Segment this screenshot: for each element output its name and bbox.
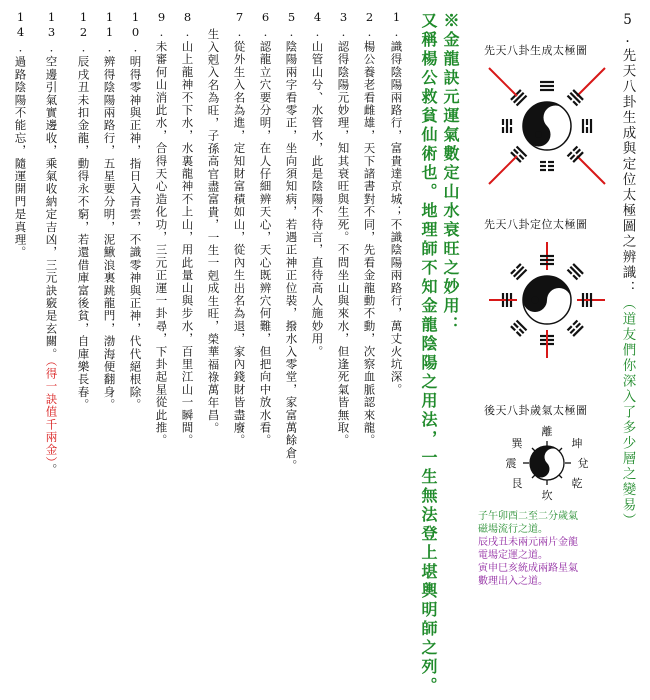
intro-text-1: 金龍訣元運氣數定山水衰旺之妙用： bbox=[441, 31, 460, 335]
verse-7-continued bbox=[207, 28, 219, 434]
verse-text: 生入剋入名為旺，子孫高官盡富貴，一生一剋成生旺，榮華福祿萬年昌。 bbox=[206, 28, 221, 435]
verse-13 bbox=[45, 10, 57, 476]
verse-number: 14. bbox=[13, 10, 28, 56]
legend-line-6: 數理出入之道。 bbox=[478, 576, 548, 587]
taiji-diagram-generation bbox=[487, 66, 607, 186]
heading-title: 先天八卦生成與定位太極圖之辨識： bbox=[619, 48, 636, 296]
verse-6 bbox=[259, 10, 271, 447]
verse-number: 4. bbox=[310, 10, 325, 41]
verse-number: 3. bbox=[336, 10, 351, 41]
diagram-title-3: 後天八卦歲氣太極圖 bbox=[484, 404, 588, 417]
legend bbox=[478, 510, 578, 588]
verse-text: 陰陽兩字看零正，坐向須知病，若遇正神正位裝，撥水入零堂，家富萬餘倉。 bbox=[284, 40, 299, 473]
verse-number: 8. bbox=[180, 10, 195, 41]
intro-line-1 bbox=[442, 12, 458, 335]
trigram-xun: 巽 bbox=[511, 437, 523, 450]
verse-9 bbox=[155, 10, 167, 447]
verse-2 bbox=[363, 10, 375, 447]
verse-3 bbox=[337, 10, 349, 447]
intro-mark: ※ bbox=[441, 12, 460, 31]
trigram-zhen: 震 bbox=[505, 457, 517, 470]
diagram-title-2: 先天八卦定位太極圖 bbox=[484, 218, 588, 231]
verse-text: 明得零神與正神，指日入青雲，不識零神與正神，代代絕根除。 bbox=[128, 55, 143, 412]
section-heading bbox=[620, 12, 634, 529]
trigram-gen: 艮 bbox=[511, 477, 523, 490]
verse-tail: 。 bbox=[44, 463, 59, 476]
verse-number: 2. bbox=[362, 10, 377, 41]
verse-text: 山上龍神不下水，水裏龍神不上山，用此量山與步水，百里江山一瞬間。 bbox=[180, 40, 195, 447]
verse-note: （得一訣值千兩金） bbox=[44, 360, 59, 464]
verse-number: 5. bbox=[284, 10, 299, 41]
verse-text: 認龍立穴要分明，在人仔細辨天心，天心既辨穴何難，但把向中放水看。 bbox=[258, 40, 273, 447]
verse-number: 6. bbox=[258, 10, 273, 41]
verse-number: 1. bbox=[389, 10, 404, 41]
verse-14 bbox=[14, 10, 26, 259]
verse-1 bbox=[390, 10, 402, 396]
verse-5 bbox=[285, 10, 297, 472]
verse-number: 12. bbox=[76, 10, 91, 56]
verse-4 bbox=[311, 10, 323, 358]
verse-10 bbox=[129, 10, 141, 411]
verse-text: 山管山兮、水管水，此是陰陽不待言，直待高人施妙用。 bbox=[310, 40, 325, 358]
verse-number: 9. bbox=[154, 10, 169, 41]
intro-line-2: 又稱楊公救貧仙術也。地理師不知金龍陰陽之用法，一生無法登上堪輿明師之列。 bbox=[419, 12, 438, 696]
verse-text: 辰戌丑未扣金龍，動得永不窮，若還借庫富後貧，自庫樂長春。 bbox=[76, 55, 91, 412]
diagram-title-1: 先天八卦生成太極圖 bbox=[484, 44, 588, 57]
verse-11 bbox=[103, 10, 115, 411]
verse-number: 10. bbox=[128, 10, 143, 56]
verse-7 bbox=[233, 10, 245, 447]
trigram-dui: 兌 bbox=[577, 457, 589, 470]
trigram-kun: 坤 bbox=[571, 437, 583, 450]
verse-text: 楊公養老看雌雄，天下諸書對不同，先看金龍動不動，次察血脈認來龍。 bbox=[362, 40, 377, 447]
verse-text: 未審何山消此水，合得天心造化功，三元正運一卦尋，下卦起星從此推。 bbox=[154, 40, 169, 447]
taiji-diagram-position bbox=[487, 240, 607, 360]
verse-number: 7. bbox=[232, 10, 247, 41]
trigram-qian: 乾 bbox=[571, 477, 583, 490]
verse-12 bbox=[77, 10, 89, 411]
legend-line-4: 電場定運之道。 bbox=[478, 550, 548, 561]
verse-text: 過路陰陽不能忘，隨運開門是真理。 bbox=[13, 55, 28, 259]
verse-text: 辨得陰陽兩路行，五星要分明，泥鰍浪裏跳龍門，渤海便翻身。 bbox=[102, 55, 117, 412]
verse-text: 從外生入名為進，定知財富積如山，從內生出名為退，家內錢財皆盡廢。 bbox=[232, 40, 247, 447]
legend-line-2: 磁場流行之道。 bbox=[478, 524, 548, 535]
verse-number: 13. bbox=[44, 10, 59, 56]
verse-number: 11. bbox=[102, 10, 117, 56]
trigram-li: 離 bbox=[541, 425, 553, 438]
legend-line-1: 子午卯酉二至二分歲氣 bbox=[478, 511, 578, 522]
legend-line-5: 寅申巳亥統成兩路星氣 bbox=[478, 563, 578, 574]
verse-text: 識得陰陽兩路行，富貴達京城；不識陰陽兩路行，萬丈火坑深。 bbox=[389, 40, 404, 397]
verse-8 bbox=[181, 10, 193, 447]
taiji-diagram-annual bbox=[487, 418, 607, 508]
verse-text: 空邊引氣實邊收，乘氣收納定吉凶，三元訣竅是玄關。 bbox=[44, 55, 59, 361]
trigram-kan: 坎 bbox=[541, 489, 553, 502]
heading-note: （道友們你深入了多少層之變易） bbox=[619, 296, 636, 529]
heading-number: 5. bbox=[619, 12, 636, 48]
legend-line-3: 辰戌丑未兩元兩片金龍 bbox=[478, 537, 578, 548]
verse-text: 認得陰陽元妙理，知其衰旺與生死。不問坐山與來水，但逢死氣皆無取。 bbox=[336, 40, 351, 447]
